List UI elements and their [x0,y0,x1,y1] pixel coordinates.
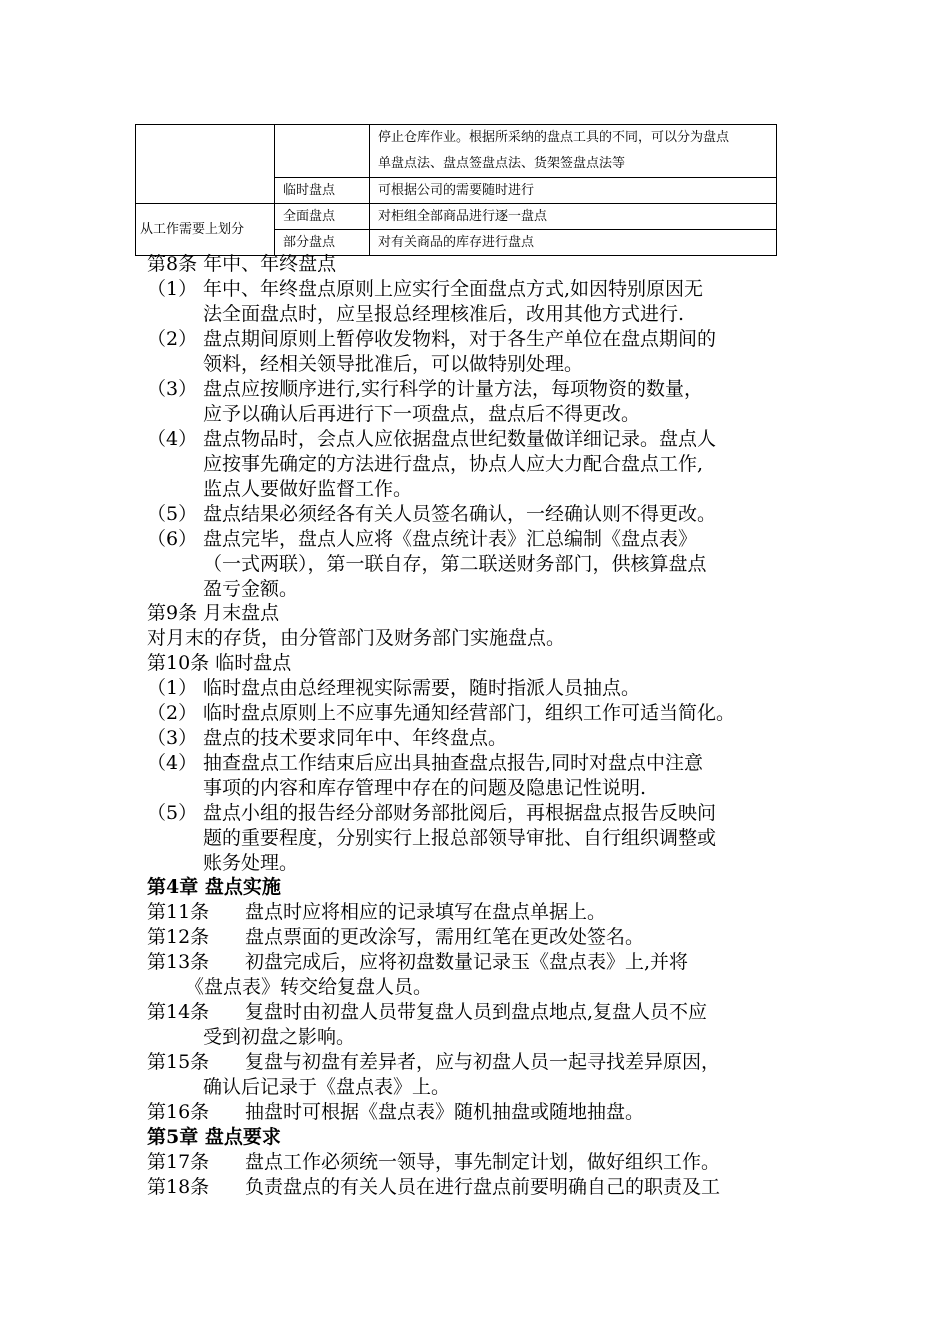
list-item-number: （2） [147,328,198,350]
table-cell-desc: 对柜组全部商品进行逐一盘点 [370,204,777,230]
list-item-number: （1） [147,278,198,300]
table-cell-desc: 可根据公司的需要随时进行 [370,178,777,204]
article-13 [147,950,688,1000]
list-item-number: （4） [147,428,198,450]
article-18 [147,1175,720,1200]
article-number: 第16条 [147,1101,210,1123]
article-number: 第11条 [147,901,210,923]
article-11 [147,900,606,925]
article-number: 第12条 [147,926,210,948]
article-text: 复盘与初盘有差异者，应与初盘人员一起寻找差异原因， [245,1051,721,1073]
chapter-5-heading: 第5章 盘点要求 [147,1126,281,1148]
list-item [147,277,827,327]
list-item-number: （6） [147,528,198,550]
table-cell-desc-line: 单盘点法、盘点签盘点法、货架签盘点法等 [378,156,626,171]
table-cell-type: 全面盘点 [275,204,370,230]
table-cell-desc [370,125,777,178]
article-16 [147,1100,644,1125]
list-item-number: （5） [147,503,198,525]
list-item [147,377,827,427]
article-17 [147,1150,720,1175]
inventory-classification-table [135,124,777,256]
table-cell-desc-line: 停止仓库作业。根据所采纳的盘点工具的不同，可以分为盘点 [378,130,730,145]
list-item-number: （3） [147,727,198,749]
article-9-heading: 第9条 月末盘点 [147,602,280,624]
list-item [147,701,827,726]
article-15 [147,1050,720,1100]
article-text: 负责盘点的有关人员在进行盘点前要明确自己的职责及工 [245,1176,721,1198]
list-item-text: 盘点的技术要求同年中、年终盘点。 [203,727,508,749]
table-row [136,125,777,178]
list-item [147,327,827,377]
article-12 [147,925,644,950]
article-text: 盘点票面的更改涂写，需用红笔在更改处签名。 [245,926,645,948]
table-cell-group: 从工作需要上划分 [136,204,275,256]
article-number: 第15条 [147,1051,210,1073]
table-cell-group [136,125,275,204]
table-row [136,204,777,230]
chapter-4-heading: 第4章 盘点实施 [147,876,281,898]
table-cell-type: 部分盘点 [275,230,370,256]
article-10-heading: 第10条 临时盘点 [147,652,292,674]
list-item-number: （5） [147,802,198,824]
article-number: 第14条 [147,1001,210,1023]
article-text-continued: 受到初盘之影响。 [203,1026,356,1048]
list-item-number: （3） [147,378,198,400]
article-text-continued: 确认后记录于《盘点表》上。 [203,1076,451,1098]
list-item-text: 盘点应按顺序进行,实行科学的计量方法，每项物资的数量， 应予以确认后再进行下一项盘点，盘点后不得更改。 [203,378,704,425]
list-item-text: 盘点物品时，会点人应依据盘点世纪数量做详细记录。盘点人 应按事先确定的方法进行盘点，协点人应大力配合盘点工作, 监点人要做好监督工作。 [203,428,717,500]
list-item-number: （4） [147,752,198,774]
list-item-text: 抽查盘点工作结束后应出具抽查盘点报告,同时对盘点中注意 事项的内容和库存管理中存在的问题及隐患记性说明. [203,752,704,799]
list-item-text: 盘点小组的报告经分部财务部批阅后，再根据盘点报告反映问 题的重要程度，分别实行上报总部领导审批、自行组织调整或 账务处理。 [203,802,717,874]
table-cell-type: 临时盘点 [275,178,370,204]
article-text: 抽盘时可根据《盘点表》随机抽盘或随地抽盘。 [245,1101,645,1123]
list-item-number: （1） [147,677,198,699]
list-item [147,751,827,801]
list-item [147,427,827,502]
list-item-text: 盘点结果必须经各有关人员签名确认，一经确认则不得更改。 [203,503,717,525]
list-item-text: 临时盘点原则上不应事先通知经营部门，组织工作可适当简化。 [203,702,736,724]
article-text: 盘点工作必须统一领导，事先制定计划，做好组织工作。 [245,1151,721,1173]
list-item [147,726,827,751]
article-number: 第13条 [147,951,210,973]
list-item-text: 年中、年终盘点原则上应实行全面盘点方式,如因特别原因无 法全面盘点时，应呈报总经理核准后，改用其他方式进行. [203,278,704,325]
article-text: 初盘完成后，应将初盘数量记录玉《盘点表》上,并将 [245,951,689,973]
list-item [147,527,827,602]
list-item [147,502,827,527]
article-text: 复盘时由初盘人员带复盘人员到盘点地点,复盘人员不应 [245,1001,708,1023]
article-number: 第17条 [147,1151,210,1173]
list-item-text: 盘点期间原则上暂停收发物料，对于各生产单位在盘点期间的 领料，经相关领导批准后，可以做特别处理。 [203,328,717,375]
list-item-number: （2） [147,702,198,724]
table-cell-type [275,125,370,178]
table-cell-desc: 对有关商品的库存进行盘点 [370,230,777,256]
article-text: 盘点时应将相应的记录填写在盘点单据上。 [245,901,607,923]
article-9-text: 对月末的存货，由分管部门及财务部门实施盘点。 [147,627,566,649]
article-14 [147,1000,707,1050]
article-number: 第18条 [147,1176,210,1198]
list-item [147,801,827,876]
list-item [147,676,827,701]
article-8-heading: 第8条 年中、年终盘点 [147,253,337,275]
list-item-text: 盘点完毕，盘点人应将《盘点统计表》汇总编制《盘点表》 （一式两联），第一联自存，第二联送财务部门，供核算盘点 盈亏金额。 [203,528,707,600]
list-item-text: 临时盘点由总经理视实际需要，随时指派人员抽点。 [203,677,641,699]
article-text-continued: 《盘点表》转交给复盘人员。 [185,976,433,998]
